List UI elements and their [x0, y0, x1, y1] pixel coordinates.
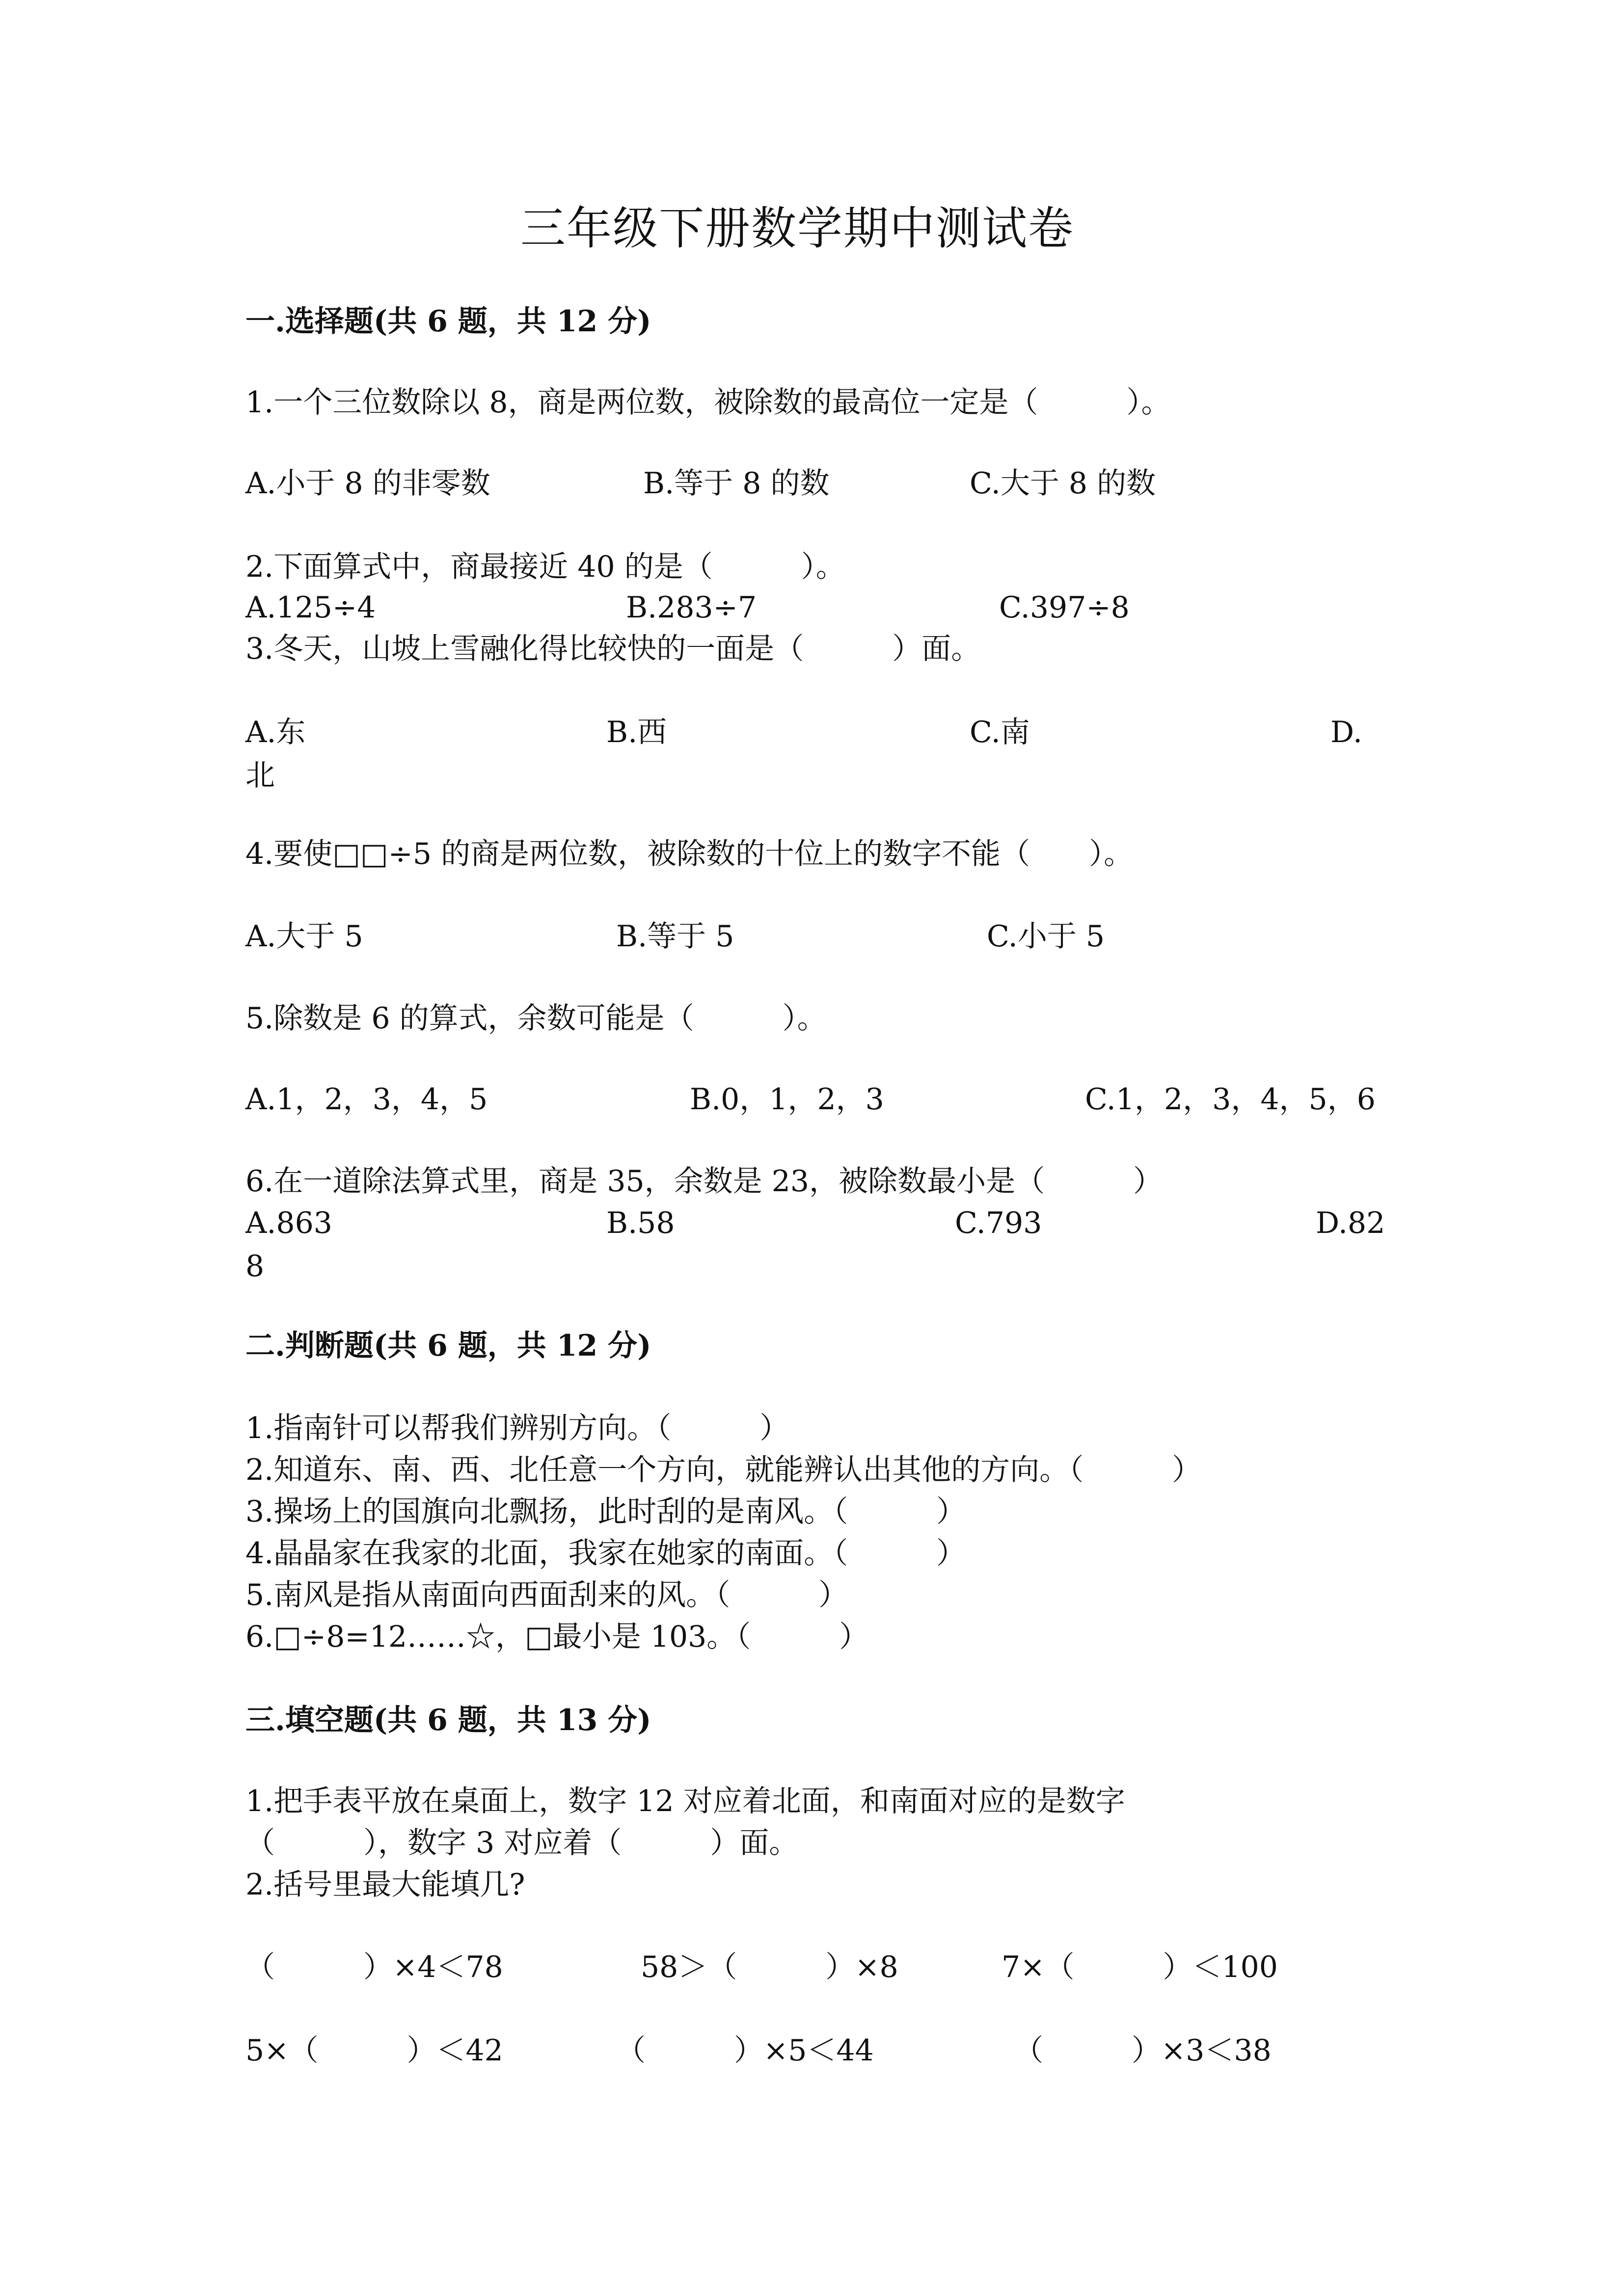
option: D.82	[1316, 1206, 1385, 1240]
question-stem: 1.一个三位数除以 8，商是两位数，被除数的最高位一定是（ ）。	[245, 385, 1171, 420]
option: A.大于 5	[245, 919, 363, 954]
blank-expression: 7×（ ）＜100	[1001, 1950, 1278, 1984]
judgment-item: 3.操场上的国旗向北飘扬，此时刮的是南风。（ ）	[245, 1495, 966, 1529]
fill-item: （ ），数字 3 对应着（ ）面。	[245, 1826, 799, 1860]
option: C.1，2，3，4，5，6	[1085, 1082, 1376, 1117]
option: C.793	[955, 1206, 1042, 1240]
judgment-item: 2.知道东、南、西、北任意一个方向，就能辨认出其他的方向。（ ）	[245, 1453, 1202, 1487]
option-wrap: 北	[245, 758, 275, 793]
option: B.等于 8 的数	[643, 466, 830, 501]
option: A.东	[245, 715, 306, 749]
option: B.等于 5	[616, 919, 734, 954]
option: C.397÷8	[999, 590, 1130, 625]
option: D.	[1330, 715, 1363, 749]
option-wrap: 8	[245, 1249, 265, 1283]
page-title: 三年级下册数学期中测试卷	[520, 202, 1075, 255]
option: B.西	[606, 715, 667, 749]
judgment-item: 6.□÷8=12……☆，□最小是 103。（ ）	[245, 1620, 869, 1654]
judgment-item: 1.指南针可以帮我们辨别方向。（ ）	[245, 1411, 789, 1445]
blank-expression: （ ）×3＜38	[1014, 2033, 1272, 2068]
blank-expression: 5×（ ）＜42	[245, 2033, 503, 2068]
fill-item: 1.把手表平放在桌面上，数字 12 对应着北面，和南面对应的是数字	[245, 1784, 1125, 1818]
question-stem: 2.下面算式中，商最接近 40 的是（ ）。	[245, 550, 845, 584]
option: A.863	[245, 1206, 332, 1240]
option: B.283÷7	[626, 590, 757, 625]
option: A.小于 8 的非零数	[245, 466, 490, 501]
blank-expression: （ ）×4＜78	[245, 1950, 503, 1984]
blank-expression: 58＞（ ）×8	[641, 1950, 898, 1984]
option: A.1，2，3，4，5	[245, 1082, 488, 1117]
question-stem: 6.在一道除法算式里，商是 35，余数是 23，被除数最小是（ ）	[245, 1164, 1163, 1199]
option: A.125÷4	[245, 590, 376, 625]
option: B.58	[606, 1206, 675, 1240]
section-heading-judgment: 二.判断题(共 6 题，共 12 分)	[245, 1329, 651, 1363]
question-stem: 3.冬天，山坡上雪融化得比较快的一面是（ ）面。	[245, 632, 981, 666]
question-stem: 5.除数是 6 的算式，余数可能是（ ）。	[245, 1001, 827, 1036]
question-stem: 4.要使□□÷5 的商是两位数，被除数的十位上的数字不能（ ）。	[245, 837, 1134, 871]
option: C.南	[970, 715, 1030, 749]
section-heading-fill: 三.填空题(共 6 题，共 13 分)	[245, 1703, 651, 1737]
fill-item: 2.括号里最大能填几?	[245, 1868, 525, 1902]
blank-expression: （ ）×5＜44	[616, 2033, 874, 2068]
judgment-item: 5.南风是指从南面向西面刮来的风。（ ）	[245, 1578, 848, 1612]
judgment-item: 4.晶晶家在我家的北面，我家在她家的南面。（ ）	[245, 1536, 966, 1571]
option: C.小于 5	[987, 919, 1105, 954]
option: B.0，1，2，3	[690, 1082, 884, 1117]
option: C.大于 8 的数	[970, 466, 1156, 501]
section-heading-choice: 一.选择题(共 6 题，共 12 分)	[245, 304, 651, 339]
